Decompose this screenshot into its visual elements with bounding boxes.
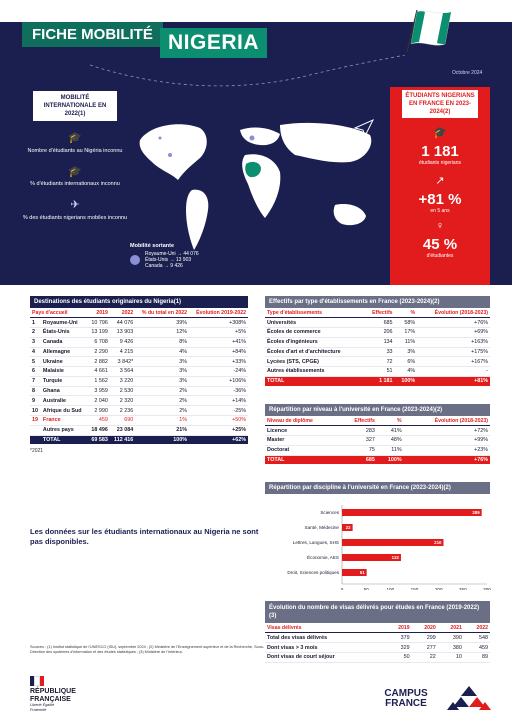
table-cell: 6 708 xyxy=(88,337,110,347)
table-cell: 459 xyxy=(464,643,490,653)
tick-label: 100 xyxy=(386,587,395,590)
table-cell: 100% xyxy=(377,455,404,464)
intl-percent-item xyxy=(22,165,128,189)
table-cell xyxy=(30,425,41,435)
table-cell: 2 290 xyxy=(88,347,110,357)
table-cell: Canada xyxy=(41,337,88,347)
col-header: Niveau de diplôme xyxy=(265,416,340,426)
establishments-title: Effectifs par type d'établissements en France (2023-2024)(2) xyxy=(265,296,490,308)
table-cell: Licence xyxy=(265,426,340,436)
table-cell: +84% xyxy=(189,347,248,357)
table-cell: 10 796 xyxy=(88,318,110,328)
bar-value-label: 22 xyxy=(345,525,351,530)
table-cell: +106% xyxy=(189,376,248,386)
table-cell: 4% xyxy=(395,367,418,377)
disciplines-bar-chart xyxy=(262,495,497,590)
table-cell: 8% xyxy=(135,337,189,347)
table-row xyxy=(30,396,248,406)
table-row xyxy=(30,327,248,337)
table-cell: 51 xyxy=(364,367,395,377)
table-cell: 2 320 xyxy=(110,396,135,406)
table-cell: 2 040 xyxy=(88,396,110,406)
table-cell: 23 084 xyxy=(110,425,135,435)
international-mobility-panel xyxy=(22,87,128,285)
table-cell: 2 530 xyxy=(110,386,135,396)
table-cell: - xyxy=(417,367,490,377)
table-cell: 17% xyxy=(395,327,418,337)
graduation-cap-icon: 🎓 xyxy=(68,132,82,145)
col-header: Évolution (2018-2023) xyxy=(404,416,490,426)
category-label: Économie, AES xyxy=(307,555,339,560)
table-cell: 39% xyxy=(135,318,189,328)
table-cell: 380 xyxy=(438,643,464,653)
table-row xyxy=(265,435,490,445)
table-cell: +175% xyxy=(417,347,490,357)
table-cell: 5 xyxy=(30,357,41,367)
table-cell: 10 xyxy=(30,406,41,416)
visas-section xyxy=(265,601,490,663)
table-cell: +76% xyxy=(404,455,490,464)
table-cell: 4 661 xyxy=(88,367,110,377)
visas-title: Évolution du nombre de visas délivrés pour études en France (2019-2022)(3) xyxy=(265,601,490,623)
table-cell: TOTAL xyxy=(265,455,340,464)
table-cell: 3 564 xyxy=(110,367,135,377)
table-cell: Dont visas de court séjour xyxy=(265,652,385,662)
levels-title: Répartition par niveau à l'université en France (2023-2024)(2) xyxy=(265,404,490,416)
col-header: 2022 xyxy=(464,623,490,633)
total-row xyxy=(30,435,248,444)
table-cell: 10 xyxy=(438,652,464,662)
tick-label: 200 xyxy=(434,587,443,590)
col-header: Effectifs xyxy=(340,416,377,426)
table-cell: 4% xyxy=(135,347,189,357)
col-header: Type d'établissements xyxy=(265,308,364,318)
table-cell: TOTAL xyxy=(41,435,88,444)
total-row xyxy=(265,455,490,464)
table-cell: 21% xyxy=(135,425,189,435)
table-cell: +308% xyxy=(189,318,248,328)
outgoing-mobility xyxy=(130,243,199,269)
table-cell: 4 215 xyxy=(110,347,135,357)
table-row xyxy=(265,357,490,367)
tick-label: 250 xyxy=(458,587,467,590)
table-cell: 22 xyxy=(412,652,438,662)
no-data-notice: Les données sur les étudiants internationaux au Nigeria ne sont pas disponibles. xyxy=(30,527,259,546)
table-cell: 2% xyxy=(135,386,189,396)
table-cell: 12% xyxy=(135,327,189,337)
bar-value-label: 210 xyxy=(434,540,442,545)
table-cell: -24% xyxy=(189,367,248,377)
table-cell: Master xyxy=(265,435,340,445)
table-cell: +163% xyxy=(417,337,490,347)
table-cell: +69% xyxy=(417,327,490,337)
levels-section xyxy=(265,404,490,464)
table-cell: 3% xyxy=(135,357,189,367)
table-cell: 9 426 xyxy=(110,337,135,347)
table-cell: -36% xyxy=(189,386,248,396)
table-row xyxy=(265,318,490,328)
table-row xyxy=(265,652,490,662)
destinations-title: Destinations des étudiants originaires du Nigeria(1) xyxy=(30,296,248,308)
legend-dot xyxy=(130,255,140,265)
col-header: 2020 xyxy=(412,623,438,633)
table-cell: 13 199 xyxy=(88,327,110,337)
col-header: Évolution 2019-2022 xyxy=(189,308,248,318)
visas-table xyxy=(265,623,490,663)
students-count-item xyxy=(22,131,128,155)
table-cell: 18 496 xyxy=(88,425,110,435)
table-cell: 3% xyxy=(135,376,189,386)
table-cell: 2 236 xyxy=(110,406,135,416)
table-cell: 3 842* xyxy=(110,357,135,367)
campus-france-triangles-icon xyxy=(439,686,499,712)
table-row xyxy=(265,426,490,436)
table-cell: 89 xyxy=(464,652,490,662)
table-cell: 44 076 xyxy=(110,318,135,328)
table-row xyxy=(30,347,248,357)
table-cell: 11% xyxy=(395,337,418,347)
fiche-title: FICHE MOBILITÉ xyxy=(22,22,163,47)
col-header: 2019 xyxy=(385,623,411,633)
growth-label: en 5 ans xyxy=(430,208,450,215)
table-cell: +25% xyxy=(189,425,248,435)
table-cell: 2 882 xyxy=(88,357,110,367)
table-cell: 548 xyxy=(464,633,490,643)
table-cell: 3 959 xyxy=(88,386,110,396)
table-cell: Lycées (STS, CPGE) xyxy=(265,357,364,367)
table-cell: 11% xyxy=(377,445,404,455)
col-header: 2021 xyxy=(438,623,464,633)
table-row xyxy=(265,367,490,377)
paper-plane-icon: ✈ xyxy=(70,198,80,211)
destinations-footnote: *2021 xyxy=(30,448,44,455)
table-cell: 33 xyxy=(364,347,395,357)
table-cell: 4 xyxy=(30,347,41,357)
bar xyxy=(342,509,482,516)
destinations-table xyxy=(30,308,248,444)
table-cell: 329 xyxy=(385,643,411,653)
graduation-cap-icon: 🎓 xyxy=(68,165,82,178)
table-row xyxy=(265,337,490,347)
table-cell: +5% xyxy=(189,327,248,337)
table-cell: 8 xyxy=(30,386,41,396)
hero-banner xyxy=(0,0,512,285)
establishments-section xyxy=(265,296,490,386)
table-row xyxy=(30,376,248,386)
table-cell: 7 xyxy=(30,376,41,386)
table-cell: Autres pays xyxy=(41,425,88,435)
women-share-label: d'étudiantes xyxy=(426,253,454,260)
mobility-heading: MOBILITÉ INTERNATIONALE EN 2022(1) xyxy=(32,90,118,122)
table-cell: 6% xyxy=(395,357,418,367)
table-cell: 390 xyxy=(438,633,464,643)
table-cell: 690 xyxy=(110,416,135,426)
table-cell: Universités xyxy=(265,318,364,328)
table-row xyxy=(30,416,248,426)
table-cell: Turquie xyxy=(41,376,88,386)
disciplines-section xyxy=(265,482,490,494)
table-cell: Total des visas délivrés xyxy=(265,633,385,643)
table-cell: 2 990 xyxy=(88,406,110,416)
table-cell: 48% xyxy=(377,435,404,445)
table-cell: 1 181 xyxy=(364,376,395,385)
table-cell: Autres établissements xyxy=(265,367,364,377)
category-label: Droit, Sciences politiques xyxy=(287,570,339,575)
table-row xyxy=(30,337,248,347)
table-cell: 3 220 xyxy=(110,376,135,386)
women-share: 45 % xyxy=(422,236,458,254)
bar-value-label: 51 xyxy=(359,570,365,575)
table-cell: Doctorat xyxy=(265,445,340,455)
table-cell: 206 xyxy=(364,327,395,337)
table-cell: 41% xyxy=(377,426,404,436)
table-cell: 13 903 xyxy=(110,327,135,337)
mobile-percent-item xyxy=(22,198,128,222)
nigerian-students-france-panel xyxy=(390,87,490,285)
col-header: % du total en 2022 xyxy=(135,308,189,318)
table-cell: Australie xyxy=(41,396,88,406)
growth-arrow-icon: ↗ xyxy=(435,175,445,188)
table-cell: +33% xyxy=(189,357,248,367)
table-cell: 9 xyxy=(30,396,41,406)
table-cell: 58% xyxy=(395,318,418,328)
col-header: 2022 xyxy=(110,308,135,318)
table-cell: Afrique du Sud xyxy=(41,406,88,416)
table-cell: 685 xyxy=(340,455,377,464)
table-cell: +14% xyxy=(189,396,248,406)
table-cell: Écoles de commerce xyxy=(265,327,364,337)
category-label: Sciences xyxy=(320,510,339,515)
table-cell: États-Unis xyxy=(41,327,88,337)
table-cell: 1% xyxy=(135,416,189,426)
outgoing-line: États-Unis → 13 903 xyxy=(145,257,192,263)
table-cell: Allemagne xyxy=(41,347,88,357)
table-row xyxy=(30,318,248,328)
table-row xyxy=(30,386,248,396)
table-cell: 327 xyxy=(340,435,377,445)
table-cell: +23% xyxy=(404,445,490,455)
establishments-table xyxy=(265,308,490,386)
intl-percent-text: % d'étudiants internationaux inconnu xyxy=(30,181,120,188)
table-cell: 72 xyxy=(364,357,395,367)
outgoing-line: Royaume-Uni → 44 076 xyxy=(145,251,199,257)
category-label: Santé, Médecine xyxy=(304,525,339,530)
rf-motto: Liberté Égalité Fraternité xyxy=(30,703,55,712)
col-header: Effectifs xyxy=(364,308,395,318)
table-cell: 69 583 xyxy=(88,435,110,444)
col-header: % xyxy=(395,308,418,318)
table-cell: Écoles d'art et d'architecture xyxy=(265,347,364,357)
col-header: Pays d'accueil xyxy=(30,308,88,318)
graduation-cap-icon: 🎓 xyxy=(433,127,447,140)
outgoing-title: Mobilité sortante xyxy=(130,243,175,249)
table-cell: +167% xyxy=(417,357,490,367)
students-count-label: étudiants nigerians xyxy=(419,160,461,167)
table-row xyxy=(265,643,490,653)
table-cell: +81% xyxy=(417,376,490,385)
growth-value: +81 % xyxy=(418,191,462,209)
table-row xyxy=(30,367,248,377)
col-header: Visas délivrés xyxy=(265,623,385,633)
table-cell: 1 xyxy=(30,318,41,328)
bar-value-label: 289 xyxy=(472,510,480,515)
table-cell: 3% xyxy=(135,367,189,377)
table-row xyxy=(265,327,490,337)
tick-label: 300 xyxy=(483,587,491,590)
students-count-text: Nombre d'étudiants au Nigéria inconnu xyxy=(27,148,123,155)
table-cell: 100% xyxy=(135,435,189,444)
bar-value-label: 122 xyxy=(391,555,399,560)
table-cell: +76% xyxy=(417,318,490,328)
table-cell: 6 xyxy=(30,367,41,377)
nigeria-flag-icon xyxy=(405,10,455,52)
col-header: % xyxy=(377,416,404,426)
campus-france-logo xyxy=(378,686,499,712)
table-row xyxy=(30,406,248,416)
bar xyxy=(342,539,444,546)
table-cell: 685 xyxy=(364,318,395,328)
table-cell: 134 xyxy=(364,337,395,347)
table-cell: +72% xyxy=(404,426,490,436)
table-cell: +41% xyxy=(189,337,248,347)
category-label: Lettres, Langues, SHS xyxy=(292,540,339,545)
table-cell: 379 xyxy=(385,633,411,643)
table-cell: 2 xyxy=(30,327,41,337)
country-title: NIGERIA xyxy=(160,28,267,58)
mobile-percent-text: % des étudiants nigerians mobiles inconnu xyxy=(22,214,128,221)
table-cell: 112 416 xyxy=(110,435,135,444)
tick-label: 150 xyxy=(410,587,419,590)
tick-label: 50 xyxy=(363,587,369,590)
table-cell: Malaisie xyxy=(41,367,88,377)
table-cell: 2% xyxy=(135,406,189,416)
table-cell: 75 xyxy=(340,445,377,455)
table-row xyxy=(265,347,490,357)
table-cell: 277 xyxy=(412,643,438,653)
destinations-section xyxy=(30,296,248,454)
table-cell: 19 xyxy=(30,416,41,426)
table-cell: Dont visas > 3 mois xyxy=(265,643,385,653)
table-row xyxy=(265,633,490,643)
col-header: Évolution (2018-2023) xyxy=(417,308,490,318)
table-cell: 3 xyxy=(30,337,41,347)
table-cell: 50 xyxy=(385,652,411,662)
world-map xyxy=(130,100,385,260)
table-cell: -25% xyxy=(189,406,248,416)
table-cell: +50% xyxy=(189,416,248,426)
table-cell: 459 xyxy=(88,416,110,426)
table-cell: 3% xyxy=(395,347,418,357)
outgoing-line: Canada → 9 426 xyxy=(145,263,183,269)
table-cell: 2% xyxy=(135,396,189,406)
tick-label: 0 xyxy=(340,587,344,590)
col-header: 2019 xyxy=(88,308,110,318)
table-cell: +62% xyxy=(189,435,248,444)
levels-table xyxy=(265,416,490,464)
france-heading: ÉTUDIANTS NIGERIANS EN FRANCE EN 2023-2024(2) xyxy=(402,90,478,118)
students-count: 1 181 xyxy=(421,143,459,161)
table-cell: 100% xyxy=(395,376,418,385)
table-row xyxy=(30,357,248,367)
table-cell: Écoles d'ingénieurs xyxy=(265,337,364,347)
table-cell xyxy=(30,435,41,444)
table-cell: Ukraine xyxy=(41,357,88,367)
campus-france-text: CAMPUS FRANCE xyxy=(384,688,428,709)
total-row xyxy=(265,376,490,385)
female-student-icon: ♀ xyxy=(435,220,445,233)
republique-francaise-logo xyxy=(30,676,90,712)
disciplines-title: Répartition par discipline à l'université en France (2023-2024)(2) xyxy=(265,482,490,494)
others-row xyxy=(30,425,248,435)
table-cell: TOTAL xyxy=(265,376,364,385)
table-cell: Ghana xyxy=(41,386,88,396)
table-cell: Royaume-Uni xyxy=(41,318,88,328)
french-flag-icon xyxy=(30,676,44,686)
table-cell: 299 xyxy=(412,633,438,643)
table-cell: 1 562 xyxy=(88,376,110,386)
table-cell: +99% xyxy=(404,435,490,445)
sources-note: Sources : (1) Institut statistique de l'UNESCO (ISU), septembre 2024 ; (2) Ministère de l'Enseignement supérieur et de la Recherche, Sous-Direction des systèmes d'information et des études statistiques ; (3) Ministère de l'Intérieur. xyxy=(30,645,265,655)
table-cell: 283 xyxy=(340,426,377,436)
publication-date: Octobre 2024 xyxy=(452,70,483,76)
table-cell: France xyxy=(41,416,88,426)
table-row xyxy=(265,445,490,455)
rf-text: RÉPUBLIQUE FRANÇAISE xyxy=(30,688,76,703)
